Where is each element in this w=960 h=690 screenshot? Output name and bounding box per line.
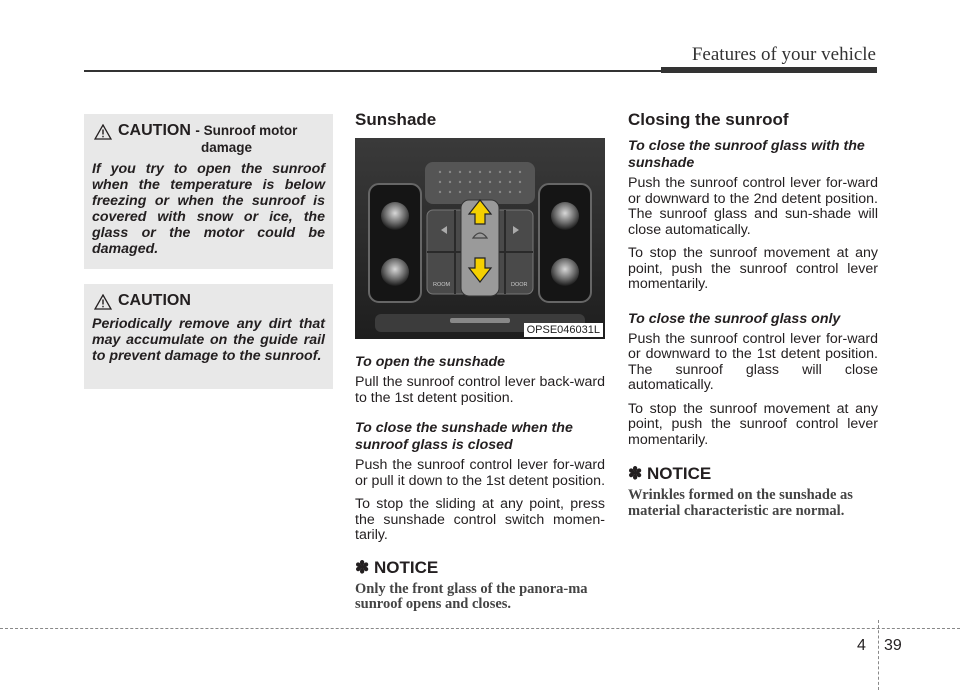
- room-label: ROOM: [433, 282, 451, 288]
- section-heading: Closing the sunroof: [628, 110, 789, 129]
- subheading-close-glass-only: To close the sunroof glass only: [628, 310, 841, 327]
- page-number: 39: [884, 637, 902, 654]
- footer-rule: [0, 628, 960, 629]
- closing-sunroof-section: [628, 108, 878, 519]
- paragraph: To stop the sliding at any point, press the sunshade control switch momen-tarily.: [355, 496, 605, 543]
- section-heading: Sunshade: [355, 110, 437, 129]
- subheading-open-sunshade: To open the sunshade: [355, 354, 506, 370]
- header-rule-accent: [661, 67, 877, 73]
- paragraph: To stop the sunroof movement at any point, push the sunroof control lever momentarily.: [628, 400, 878, 448]
- notice-body: Wrinkles formed on the sunshade as material characteristic are normal.: [628, 487, 853, 519]
- caution-title: CAUTION: [118, 122, 191, 139]
- caution-title: CAUTION: [118, 292, 191, 309]
- notice-heading: ✽ NOTICE: [355, 557, 439, 577]
- paragraph: To stop the sunroof movement at any point, push the sunroof control lever momentarily.: [628, 245, 878, 292]
- notice-body: Only the front glass of the panora-ma sunroof opens and closes.: [355, 580, 588, 612]
- subheading-close-sunshade: To close the sunshade when the sunroof glass is closed: [355, 420, 573, 453]
- footer-divider: [878, 620, 879, 690]
- door-label: DOOR: [511, 282, 528, 288]
- notice-heading: ✽ NOTICE: [628, 464, 712, 483]
- warning-icon: [94, 294, 112, 310]
- image-label: OPSE046031L: [524, 323, 603, 337]
- caution-box-motor: [84, 114, 333, 269]
- caution-box-dirt: [84, 284, 333, 389]
- caution-body: If you try to open the sunroof when the temperature is below freezing or when the sunroof is covered with snow or ice, the glass or the motor could be damaged.: [92, 161, 325, 257]
- sunshade-section: [355, 108, 605, 613]
- paragraph: Push the sunroof control lever for-ward or pull it down to the 1st detent position.: [355, 457, 606, 489]
- paragraph: Push the sunroof control lever for-ward or downward to the 2nd detent position. The sunroof glass and sun-shade will close automatically.: [628, 175, 878, 238]
- caution-body: Periodically remove any dirt that may accumulate on the guide rail to prevent damage to the sunroof.: [92, 316, 325, 364]
- warning-icon: [94, 124, 112, 140]
- paragraph: Pull the sunroof control lever back-ward to the 1st detent position.: [355, 374, 605, 406]
- header-title: Features of your vehicle: [691, 44, 876, 65]
- paragraph: Push the sunroof control lever for-ward or downward to the 1st detent position. The sunroof glass will close automatically.: [628, 330, 878, 393]
- caution-subtitle: - Sunroof motor: [195, 123, 298, 138]
- subheading-close-with-sunshade: To close the sunroof glass with the sunshade: [628, 138, 865, 171]
- caution-subtitle-line2: damage: [200, 140, 253, 155]
- section-number: 4: [857, 637, 866, 654]
- overhead-console-illustration: [355, 138, 605, 339]
- sunroof-control-photo: [355, 138, 605, 339]
